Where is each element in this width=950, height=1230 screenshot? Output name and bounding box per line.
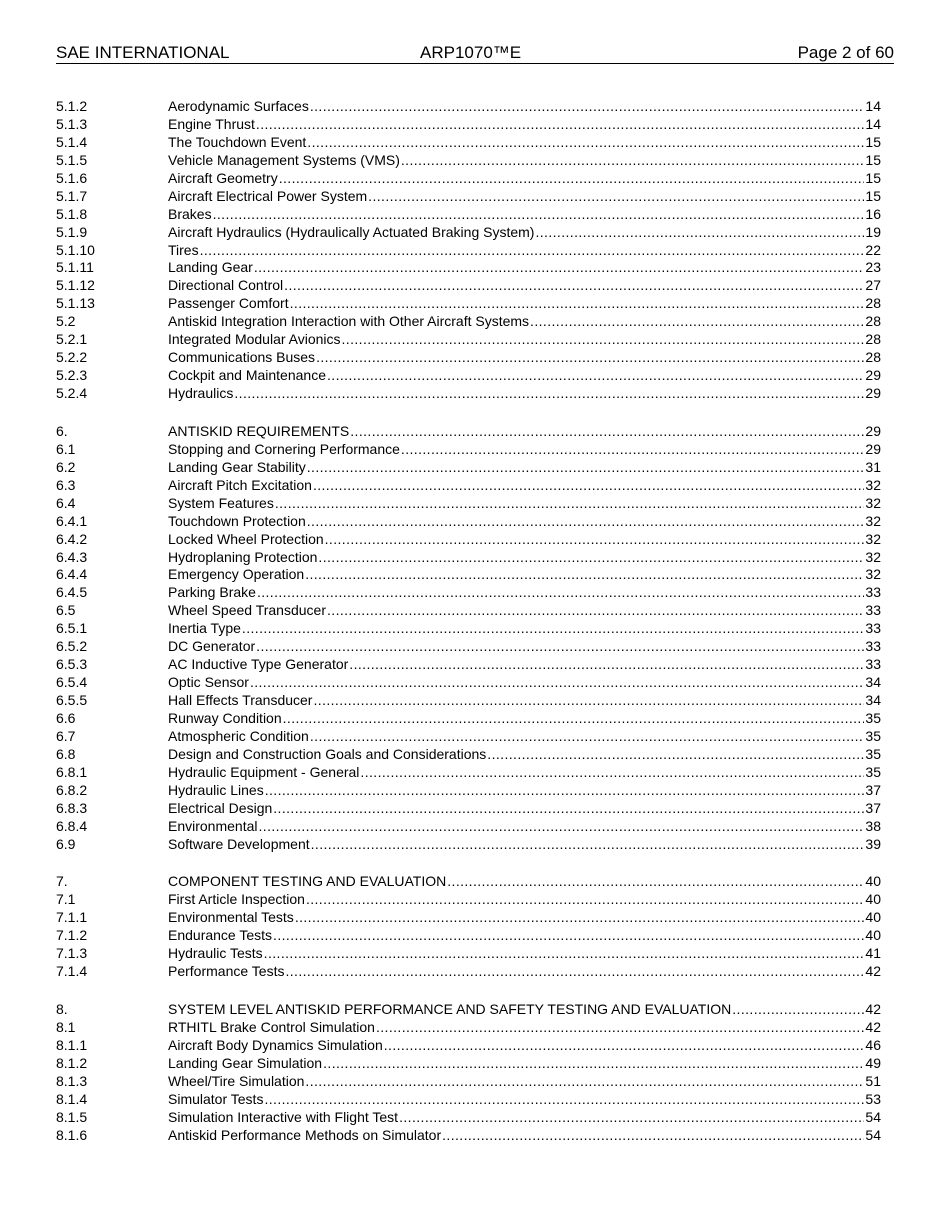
toc-entry-title: SYSTEM LEVEL ANTISKID PERFORMANCE AND SAFETY TESTING AND EVALUATION [168, 1001, 732, 1018]
toc-entry-title: Passenger Comfort [168, 295, 289, 312]
toc-entry-page: 33 [865, 656, 881, 673]
toc-entry-number: 5.1.4 [56, 133, 88, 150]
toc-entry[interactable] [56, 206, 881, 224]
toc-entry-page: 29 [865, 422, 881, 439]
dot-leader [342, 331, 865, 349]
dot-leader [535, 224, 864, 242]
toc-entry[interactable] [56, 116, 881, 134]
dot-leader [310, 728, 865, 746]
toc-section-group [56, 873, 881, 981]
dot-leader [307, 459, 865, 477]
toc-entry-page: 40 [865, 891, 881, 908]
dot-leader [295, 909, 865, 927]
dot-leader [265, 782, 865, 800]
dot-leader [213, 206, 865, 224]
dot-leader [257, 584, 864, 602]
toc-entry[interactable] [56, 531, 881, 549]
toc-entry[interactable] [56, 331, 881, 349]
toc-entry-title: Hydraulics [168, 385, 234, 401]
toc-entry-number: 5.2.3 [56, 367, 88, 384]
toc-entry[interactable] [56, 259, 881, 277]
toc-entry[interactable] [56, 638, 881, 656]
toc-entry[interactable] [56, 873, 881, 891]
toc-entry[interactable] [56, 891, 881, 909]
toc-entry[interactable] [56, 1001, 881, 1019]
dot-leader [273, 800, 864, 818]
toc-entry[interactable] [56, 477, 881, 495]
toc-entry-number: 6.7 [56, 727, 76, 744]
toc-entry-title: Vehicle Management Systems (VMS) [168, 151, 400, 168]
dot-leader [487, 746, 864, 764]
toc-entry-page: 46 [865, 1036, 881, 1053]
dot-leader [307, 134, 864, 152]
toc-entry-number: 8.1.5 [56, 1108, 88, 1125]
toc-entry-number: 5.1.8 [56, 205, 88, 222]
toc-entry-title: Landing Gear Stability [168, 458, 306, 475]
toc-entry-page: 31 [865, 458, 881, 475]
toc-entry[interactable] [56, 349, 881, 367]
toc-section-group [56, 98, 881, 403]
toc-entry-title: Aerodynamic Surfaces [168, 98, 309, 114]
toc-entry-page: 32 [865, 512, 881, 529]
toc-entry-page: 15 [865, 187, 881, 204]
toc-entry-page: 22 [865, 241, 881, 258]
toc-entry-title: Runway Condition [168, 709, 282, 726]
dot-leader [275, 495, 865, 513]
toc-entry-page: 42 [865, 1019, 881, 1035]
toc-section-group [56, 1001, 881, 1145]
toc-entry-number: 5.1.13 [56, 295, 95, 312]
toc-entry[interactable] [56, 927, 881, 945]
toc-entry-page: 28 [865, 295, 881, 312]
toc-entry-page: 16 [865, 205, 881, 222]
toc-entry-page: 28 [865, 331, 881, 348]
dot-leader [254, 259, 865, 277]
toc-entry-number: 6.4.3 [56, 548, 88, 565]
table-of-contents [56, 98, 881, 1165]
toc-entry-number: 7.1 [56, 891, 76, 908]
dot-leader [200, 242, 865, 260]
toc-entry-title: Software Development [168, 835, 310, 852]
toc-entry-page: 15 [865, 151, 881, 168]
toc-entry[interactable] [56, 728, 881, 746]
dot-leader [313, 477, 864, 495]
toc-entry[interactable] [56, 367, 881, 385]
toc-entry[interactable] [56, 746, 881, 764]
toc-entry-number: 6.4.5 [56, 584, 88, 601]
toc-entry-page: 38 [865, 817, 881, 834]
toc-entry-number: 8.1.4 [56, 1090, 88, 1107]
dot-leader [234, 385, 864, 403]
toc-entry-title: RTHITL Brake Control Simulation [168, 1019, 375, 1035]
toc-entry-number: 5.1.6 [56, 169, 88, 186]
toc-entry-title: Engine Thrust [168, 115, 255, 132]
toc-entry-number: 6.4.1 [56, 512, 88, 529]
toc-entry-title: AC Inductive Type Generator [168, 656, 349, 673]
toc-entry-page: 35 [865, 727, 881, 744]
toc-entry-page: 34 [865, 692, 881, 708]
toc-entry-number: 6.8.4 [56, 817, 88, 834]
dot-leader [264, 945, 865, 963]
toc-entry-number: 6.5 [56, 602, 76, 619]
toc-entry[interactable] [56, 385, 881, 403]
toc-entry[interactable] [56, 1037, 881, 1055]
toc-entry-number: 7.1.1 [56, 909, 88, 926]
dot-leader [327, 367, 864, 385]
toc-entry[interactable] [56, 1127, 881, 1145]
dot-leader [307, 513, 865, 531]
toc-entry-number: 6.5.4 [56, 674, 88, 691]
page-header [56, 43, 894, 64]
toc-entry-title: First Article Inspection [168, 891, 305, 908]
dot-leader [325, 531, 865, 549]
toc-entry-number: 6.1 [56, 440, 76, 457]
toc-entry-page: 42 [865, 1001, 881, 1018]
toc-entry-page: 27 [865, 277, 881, 294]
toc-entry-page: 33 [865, 602, 881, 619]
toc-entry-number: 5.1.11 [56, 259, 94, 276]
toc-entry-title: Endurance Tests [168, 927, 273, 944]
toc-entry-number: 6.5.1 [56, 620, 88, 637]
dot-leader [256, 116, 865, 134]
toc-entry[interactable] [56, 188, 881, 206]
toc-entry-page: 54 [865, 1108, 881, 1125]
toc-entry-page: 40 [865, 909, 881, 926]
header-organization: SAE INTERNATIONAL [56, 43, 230, 62]
toc-entry-page: 28 [865, 349, 881, 366]
toc-entry-title: Hall Effects Transducer [168, 692, 313, 708]
toc-entry-title: Touchdown Protection [168, 512, 306, 529]
toc-entry-number: 6.5.2 [56, 638, 88, 655]
toc-entry[interactable] [56, 423, 881, 441]
toc-entry[interactable] [56, 909, 881, 927]
toc-entry-page: 33 [865, 638, 881, 655]
dot-leader [242, 620, 865, 638]
toc-entry-title: Electrical Design [168, 799, 273, 816]
dot-leader [283, 710, 865, 728]
toc-entry-title: Design and Construction Goals and Considerations [168, 745, 487, 762]
toc-entry-page: 33 [865, 620, 881, 637]
dot-leader [310, 98, 865, 116]
toc-entry-number: 5.1.3 [56, 115, 88, 132]
toc-entry[interactable] [56, 764, 881, 782]
toc-entry[interactable] [56, 513, 881, 531]
dot-leader [442, 1127, 864, 1145]
toc-entry-page: 19 [865, 223, 881, 240]
toc-entry-number: 5.2 [56, 313, 76, 330]
toc-entry-number: 6.8.1 [56, 763, 88, 780]
dot-leader [290, 295, 865, 313]
toc-entry[interactable] [56, 963, 881, 981]
toc-entry[interactable] [56, 710, 881, 728]
dot-leader [305, 1073, 864, 1091]
toc-entry-number: 5.1.7 [56, 187, 88, 204]
toc-entry-title: COMPONENT TESTING AND EVALUATION [168, 873, 447, 890]
toc-entry-title: Simulation Interactive with Flight Test [168, 1108, 399, 1125]
toc-entry-number: 8.1.2 [56, 1054, 88, 1071]
toc-entry-page: 29 [865, 440, 881, 457]
toc-entry-number: 6.8 [56, 745, 76, 762]
toc-entry-title: DC Generator [168, 638, 256, 655]
toc-entry-title: Hydroplaning Protection [168, 548, 318, 565]
dot-leader [368, 188, 864, 206]
toc-entry-page: 49 [865, 1054, 881, 1071]
header-document-id: ARP1070™E [420, 43, 522, 62]
toc-entry[interactable] [56, 692, 881, 710]
toc-entry-page: 15 [865, 133, 881, 150]
toc-entry-title: Cockpit and Maintenance [168, 367, 326, 384]
toc-entry-page: 35 [865, 745, 881, 762]
toc-entry-title: Optic Sensor [168, 674, 249, 691]
toc-entry-number: 7.1.4 [56, 963, 88, 980]
toc-entry-title: Environmental Tests [168, 909, 294, 926]
dot-leader [316, 349, 864, 367]
toc-entry[interactable] [56, 945, 881, 963]
toc-entry[interactable] [56, 584, 881, 602]
dot-leader [323, 1055, 864, 1073]
toc-entry[interactable] [56, 620, 881, 638]
toc-entry-title: Hydraulic Tests [168, 945, 263, 962]
toc-entry[interactable] [56, 495, 881, 513]
toc-entry-number: 5.2.1 [56, 331, 88, 348]
toc-entry-number: 5.1.12 [56, 277, 95, 294]
toc-entry-title: Parking Brake [168, 584, 256, 601]
dot-leader [306, 891, 864, 909]
toc-entry-title: Hydraulic Lines [168, 781, 264, 798]
toc-entry[interactable] [56, 800, 881, 818]
toc-entry-title: Aircraft Hydraulics (Hydraulically Actuated Braking System) [168, 223, 535, 240]
toc-entry-title: Aircraft Electrical Power System [168, 187, 368, 204]
toc-entry-page: 53 [865, 1090, 881, 1107]
dot-leader [376, 1019, 864, 1037]
dot-leader [264, 1091, 864, 1109]
dot-leader [279, 170, 865, 188]
toc-entry[interactable] [56, 1019, 881, 1037]
toc-entry[interactable] [56, 782, 881, 800]
toc-entry-page: 33 [865, 584, 881, 601]
toc-entry-number: 5.1.5 [56, 151, 88, 168]
toc-entry-title: Brakes [168, 205, 212, 222]
toc-entry-page: 15 [865, 169, 881, 186]
toc-entry-number: 8. [56, 1001, 68, 1018]
toc-entry-title: Tires [168, 241, 199, 258]
toc-entry-title: System Features [168, 494, 274, 511]
dot-leader [349, 656, 864, 674]
dot-leader [530, 313, 864, 331]
dot-leader [399, 1109, 864, 1127]
toc-entry-page: 32 [865, 494, 881, 511]
dot-leader [273, 927, 864, 945]
toc-entry-title: Performance Tests [168, 963, 285, 980]
toc-entry-number: 6.8.3 [56, 799, 88, 816]
toc-entry-title: Aircraft Pitch Excitation [168, 476, 312, 493]
toc-entry-title: Integrated Modular Avionics [168, 331, 341, 348]
dot-leader [384, 1037, 865, 1055]
toc-entry-number: 5.1.10 [56, 241, 95, 258]
dot-leader [350, 423, 864, 441]
toc-entry-title: Antiskid Integration Interaction with Other Aircraft Systems [168, 313, 530, 330]
toc-entry-page: 28 [865, 313, 881, 330]
toc-entry-title: Directional Control [168, 277, 284, 294]
toc-entry-page: 14 [865, 98, 881, 114]
toc-entry[interactable] [56, 1091, 881, 1109]
toc-entry-number: 6.5.3 [56, 656, 88, 673]
toc-entry-number: 6.5.5 [56, 692, 88, 708]
header-page-number: Page 2 of 60 [797, 43, 894, 62]
toc-entry[interactable] [56, 313, 881, 331]
toc-entry-title: ANTISKID REQUIREMENTS [168, 422, 350, 439]
toc-entry-title: Inertia Type [168, 620, 241, 637]
dot-leader [447, 873, 864, 891]
toc-entry[interactable] [56, 459, 881, 477]
toc-entry-page: 51 [865, 1072, 881, 1089]
toc-entry-page: 54 [865, 1126, 881, 1143]
dot-leader [284, 277, 864, 295]
toc-entry-title: Aircraft Geometry [168, 169, 278, 186]
toc-entry-number: 6.6 [56, 709, 76, 726]
toc-entry-number: 8.1.1 [56, 1036, 88, 1053]
toc-entry-page: 41 [865, 945, 881, 962]
toc-entry-page: 34 [865, 674, 881, 691]
dot-leader [401, 441, 865, 459]
dot-leader [285, 963, 864, 981]
toc-entry[interactable] [56, 134, 881, 152]
dot-leader [318, 549, 864, 567]
toc-entry-title: Locked Wheel Protection [168, 530, 324, 547]
toc-entry[interactable] [56, 224, 881, 242]
toc-entry-page: 32 [865, 530, 881, 547]
toc-entry-title: Aircraft Body Dynamics Simulation [168, 1036, 383, 1053]
toc-entry-page: 37 [865, 799, 881, 816]
dot-leader [313, 692, 864, 710]
toc-entry-title: Landing Gear Simulation [168, 1054, 323, 1071]
toc-entry-number: 6.2 [56, 458, 76, 475]
toc-entry[interactable] [56, 98, 881, 116]
toc-entry-number: 7. [56, 873, 68, 890]
toc-entry-title: Stopping and Cornering Performance [168, 440, 400, 457]
toc-section-group [56, 423, 881, 854]
dot-leader [311, 836, 865, 854]
toc-entry[interactable] [56, 152, 881, 170]
dot-leader [360, 764, 864, 782]
toc-entry-title: Emergency Operation [168, 566, 305, 583]
toc-entry[interactable] [56, 242, 881, 260]
toc-entry-title: Landing Gear [168, 259, 253, 276]
dot-leader [732, 1001, 864, 1019]
toc-entry[interactable] [56, 441, 881, 459]
toc-entry[interactable] [56, 1109, 881, 1127]
toc-entry[interactable] [56, 1055, 881, 1073]
toc-entry-page: 37 [865, 781, 881, 798]
toc-entry-page: 32 [865, 476, 881, 493]
toc-entry[interactable] [56, 549, 881, 567]
toc-entry-title: Environmental [168, 817, 258, 834]
toc-entry-page: 39 [865, 835, 881, 852]
toc-entry-page: 32 [865, 548, 881, 565]
dot-leader [327, 602, 864, 620]
toc-entry-number: 7.1.3 [56, 945, 88, 962]
toc-entry-number: 5.1.2 [56, 98, 88, 114]
toc-entry[interactable] [56, 170, 881, 188]
toc-entry-title: Communications Buses [168, 349, 316, 366]
toc-entry-page: 42 [865, 963, 881, 980]
toc-entry-number: 6.8.2 [56, 781, 88, 798]
toc-entry-page: 14 [865, 115, 881, 132]
toc-entry[interactable] [56, 674, 881, 692]
toc-entry-number: 5.2.2 [56, 349, 88, 366]
dot-leader [401, 152, 865, 170]
toc-entry-page: 35 [865, 709, 881, 726]
dot-leader [256, 638, 864, 656]
toc-entry-number: 8.1.3 [56, 1072, 88, 1089]
toc-entry-title: Wheel Speed Transducer [168, 602, 326, 619]
toc-entry-page: 29 [865, 367, 881, 384]
toc-entry-number: 8.1 [56, 1019, 76, 1035]
toc-entry-page: 29 [865, 385, 881, 401]
toc-entry[interactable] [56, 818, 881, 836]
toc-entry-number: 6.3 [56, 476, 76, 493]
toc-entry-title: Simulator Tests [168, 1090, 264, 1107]
toc-entry-title: Atmospheric Condition [168, 727, 309, 744]
toc-entry-number: 6.4.2 [56, 530, 88, 547]
dot-leader [259, 818, 865, 836]
dot-leader [305, 566, 864, 584]
toc-entry-number: 6.9 [56, 835, 76, 852]
toc-entry-page: 35 [865, 763, 881, 780]
toc-entry-number: 7.1.2 [56, 927, 88, 944]
toc-entry[interactable] [56, 277, 881, 295]
toc-entry-title: Hydraulic Equipment - General [168, 763, 360, 780]
toc-entry-title: Wheel/Tire Simulation [168, 1072, 305, 1089]
toc-entry[interactable] [56, 656, 881, 674]
toc-entry-number: 5.1.9 [56, 223, 88, 240]
toc-entry-page: 40 [865, 873, 881, 890]
toc-entry[interactable] [56, 295, 881, 313]
toc-entry-page: 32 [865, 566, 881, 583]
toc-entry-number: 6.4.4 [56, 566, 88, 583]
toc-entry[interactable] [56, 602, 881, 620]
toc-entry[interactable] [56, 1073, 881, 1091]
toc-entry[interactable] [56, 566, 881, 584]
toc-entry-number: 5.2.4 [56, 385, 88, 401]
toc-entry-number: 6.4 [56, 494, 76, 511]
toc-entry-title: The Touchdown Event [168, 133, 307, 150]
toc-entry[interactable] [56, 836, 881, 854]
toc-entry-page: 40 [865, 927, 881, 944]
toc-entry-number: 6. [56, 422, 68, 439]
toc-entry-title: Antiskid Performance Methods on Simulator [168, 1126, 442, 1143]
dot-leader [250, 674, 864, 692]
toc-entry-page: 23 [865, 259, 881, 276]
toc-entry-number: 8.1.6 [56, 1126, 88, 1143]
